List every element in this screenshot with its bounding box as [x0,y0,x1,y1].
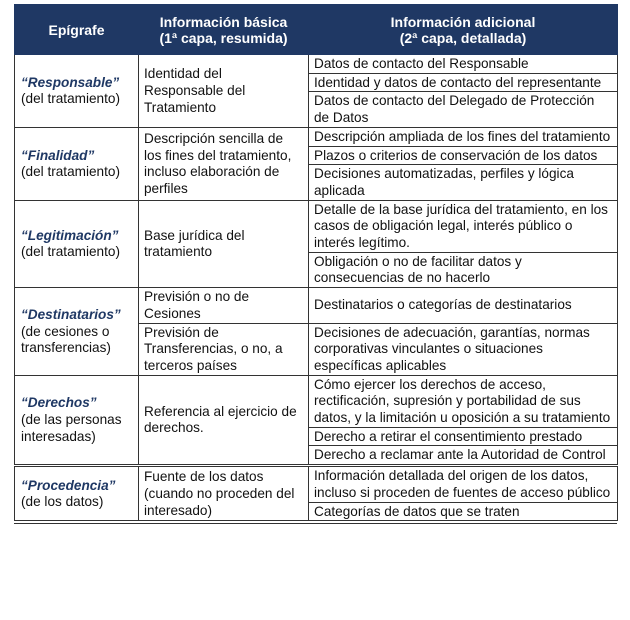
epigrafe-title: “Legitimación” [21,227,119,243]
table-header-row [15,5,618,55]
epigrafe-cell [15,127,139,200]
detail-cell: Decisiones de adecuación, garantías, normas corporativas vinculantes o situaciones específicas aplicables [309,323,618,375]
epigrafe-cell [15,200,139,288]
detail-cell: Identidad y datos de contacto del representante [309,73,618,92]
epigrafe-subtitle: (de las personas interesadas) [21,412,122,444]
header-epigrafe: Epígrafe [15,5,139,55]
detail-cell: Plazos o criterios de conservación de los datos [309,146,618,165]
header-additional-subtitle: (2ª capa, detallada) [399,29,527,46]
epigrafe-cell [15,288,139,376]
table-row-destinatarios [15,288,618,323]
header-additional-title: Información adicional [390,13,536,30]
epigrafe-subtitle: (del tratamiento) [21,244,120,260]
detail-cell: Descripción ampliada de los fines del tratamiento [309,127,618,146]
epigrafe-subtitle: (de cesiones o transferencias) [21,323,111,356]
epigrafe-title: “Responsable” [21,74,120,90]
detail-cell: Cómo ejercer los derechos de acceso, rectificación, supresión y portabilidad de sus datos, y la limitación u oposición a su tratamiento [309,375,618,427]
basic-info-cell: Fuente de los datos (cuando no proceden del interesado) [139,466,309,521]
detail-cell: Categorías de datos que se traten [309,502,618,521]
basic-info-cell: Identidad del Responsable del Tratamiento [139,55,309,128]
epigrafe-title: “Derechos” [21,395,97,411]
epigrafe-subtitle: (de los datos) [21,494,104,510]
header-basic-info [139,5,309,55]
detail-cell: Obligación o no de facilitar datos y consecuencias de no hacerlo [309,252,618,287]
basic-info-cell: Previsión o no de Cesiones [139,288,309,323]
information-layers-table [14,4,618,521]
detail-cell: Datos de contacto del Delegado de Protección de Datos [309,92,618,127]
epigrafe-title: “Destinatarios” [21,306,121,322]
detail-cell: Información detallada del origen de los datos, incluso si proceden de fuentes de acceso público [309,466,618,502]
table-row-derechos [15,375,618,427]
epigrafe-subtitle: (del tratamiento) [21,164,120,180]
table-row-legitimacion [15,200,618,252]
basic-info-cell: Referencia al ejercicio de derechos. [139,375,309,466]
table-row-procedencia [15,466,618,502]
table-row-responsable [15,55,618,74]
epigrafe-title: “Finalidad” [21,147,95,163]
detail-cell: Destinatarios o categorías de destinatarios [309,288,618,323]
detail-cell: Derecho a retirar el consentimiento prestado [309,427,618,446]
header-basic-subtitle: (1ª capa, resumida) [159,29,288,46]
info-table-wrapper [14,4,617,532]
basic-info-cell: Descripción sencilla de los fines del tratamiento, incluso elaboración de perfiles [139,127,309,200]
table-row-finalidad [15,127,618,146]
epigrafe-title: “Procedencia” [21,477,116,493]
basic-info-cell: Base jurídica del tratamiento [139,200,309,288]
epigrafe-cell [15,375,139,466]
epigrafe-cell [15,55,139,128]
detail-cell: Datos de contacto del Responsable [309,55,618,74]
detail-cell: Detalle de la base jurídica del tratamiento, en los casos de obligación legal, interés público o interés legítimo. [309,200,618,252]
epigrafe-cell [15,466,139,521]
detail-cell: Derecho a reclamar ante la Autoridad de Control [309,446,618,466]
detail-cell: Decisiones automatizadas, perfiles y lógica aplicada [309,165,618,200]
basic-info-cell: Previsión de Transferencias, o no, a terceros países [139,323,309,375]
epigrafe-subtitle: (del tratamiento) [21,91,120,107]
header-basic-title: Información básica [159,13,288,30]
table-bottom-rule [14,523,617,532]
header-additional-info [309,5,618,55]
